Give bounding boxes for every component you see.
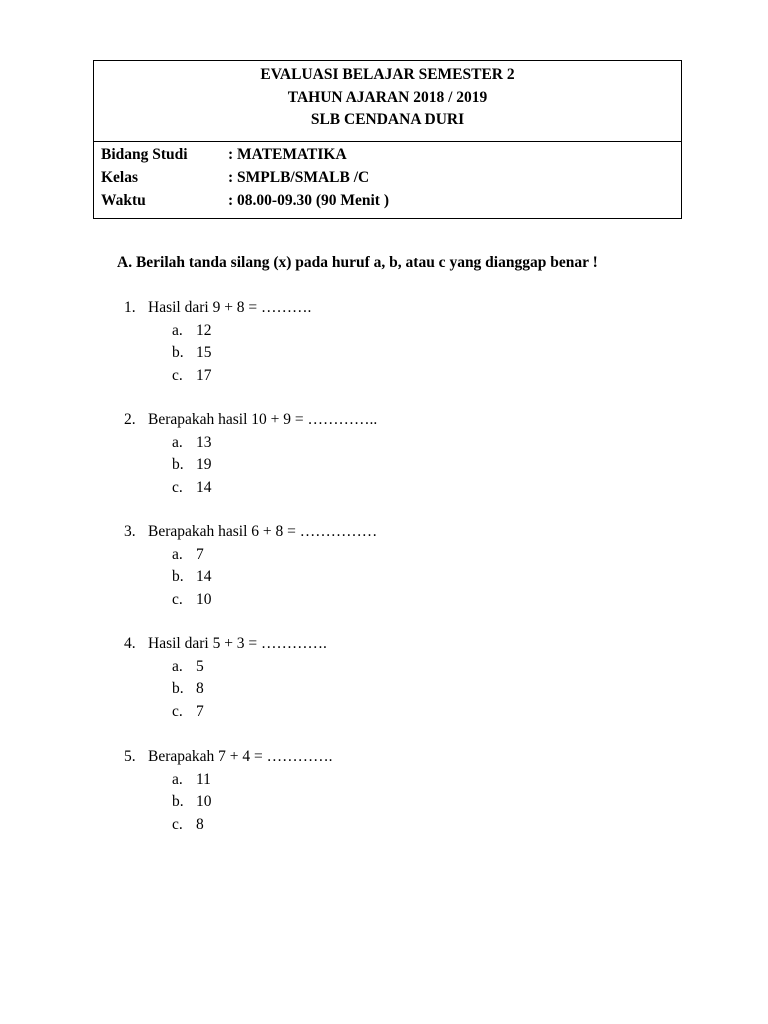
exam-header-box xyxy=(93,60,682,219)
option-letter: c. xyxy=(172,478,183,496)
question-text: Berapakah hasil 6 + 8 = …………… xyxy=(148,523,378,540)
subject-label: Bidang Studi xyxy=(101,146,188,163)
section-instruction: A. Berilah tanda silang (x) pada huruf a, b, atau c yang dianggap benar ! xyxy=(117,254,598,271)
option-letter: b. xyxy=(172,680,184,697)
option-value: 14 xyxy=(196,478,212,496)
option-value: 17 xyxy=(196,366,212,384)
question-text: Berapakah hasil 10 + 9 = ………….. xyxy=(148,411,378,428)
class-value: : SMPLB/SMALB /C xyxy=(228,169,370,186)
info-row-subject xyxy=(94,143,681,166)
option-value: 19 xyxy=(196,456,212,473)
option-letter: a. xyxy=(172,433,183,451)
option-letter: c. xyxy=(172,702,183,720)
option-value: 10 xyxy=(196,590,212,608)
option-value: 8 xyxy=(196,815,204,833)
question-number: 2. xyxy=(124,411,136,428)
option-value: 8 xyxy=(196,680,204,697)
option-letter: b. xyxy=(172,793,184,810)
option-letter: c. xyxy=(172,590,183,608)
option-letter: a. xyxy=(172,657,183,675)
question-text: Hasil dari 9 + 8 = ………. xyxy=(148,299,312,316)
option-letter: a. xyxy=(172,321,183,339)
option-letter: b. xyxy=(172,568,184,585)
class-label: Kelas xyxy=(101,169,139,186)
question-number: 4. xyxy=(124,635,136,652)
option-value: 11 xyxy=(196,770,211,788)
time-label: Waktu xyxy=(101,192,146,209)
option-letter: c. xyxy=(172,815,183,833)
info-row-time xyxy=(94,189,681,212)
question-text: Hasil dari 5 + 3 = …………. xyxy=(148,635,327,652)
option-letter: b. xyxy=(172,456,184,473)
option-letter: b. xyxy=(172,344,184,361)
option-value: 15 xyxy=(196,344,212,361)
info-row-class xyxy=(94,166,681,189)
option-value: 13 xyxy=(196,433,212,451)
exam-info xyxy=(94,142,681,212)
option-letter: a. xyxy=(172,770,183,788)
question-number: 1. xyxy=(124,299,136,316)
school-name: SLB CENDANA DURI xyxy=(310,111,465,128)
option-letter: c. xyxy=(172,366,183,384)
exam-title: EVALUASI BELAJAR SEMESTER 2 xyxy=(260,66,515,83)
exam-title-block xyxy=(94,61,681,142)
question-text: Berapakah 7 + 4 = …………. xyxy=(148,748,333,765)
academic-year: TAHUN AJARAN 2018 / 2019 xyxy=(287,88,488,106)
option-value: 14 xyxy=(196,568,212,585)
option-value: 10 xyxy=(196,793,212,810)
question-number: 3. xyxy=(124,523,136,540)
subject-value: : MATEMATIKA xyxy=(228,146,347,163)
question-number: 5. xyxy=(124,748,136,765)
option-value: 12 xyxy=(196,321,212,339)
option-value: 7 xyxy=(196,702,204,720)
time-value: : 08.00-09.30 (90 Menit ) xyxy=(228,192,389,209)
option-letter: a. xyxy=(172,545,183,563)
option-value: 7 xyxy=(196,545,204,563)
option-value: 5 xyxy=(196,657,204,675)
